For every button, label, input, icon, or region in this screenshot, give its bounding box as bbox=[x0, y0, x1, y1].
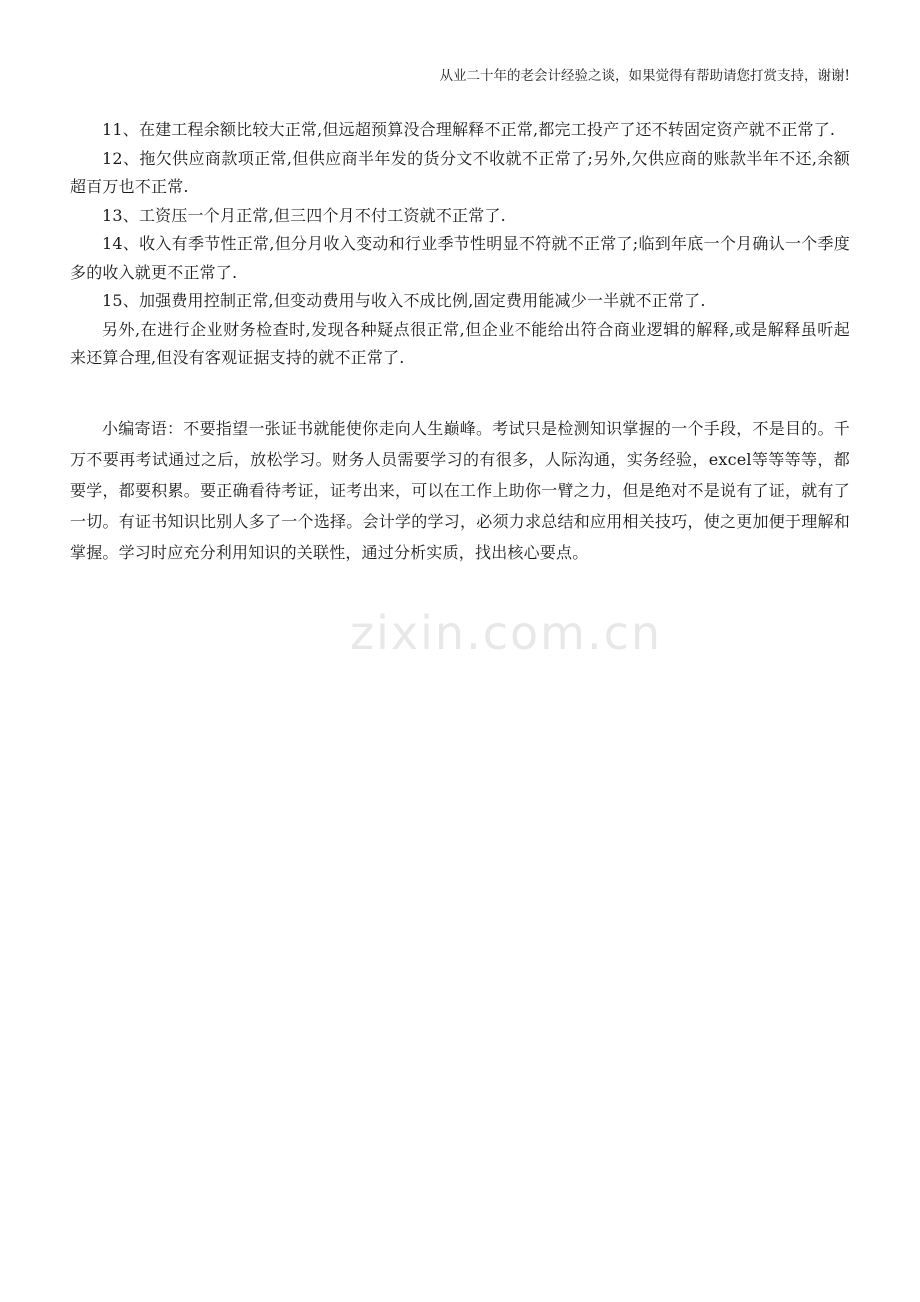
paragraph-item-11: 11、在建工程余额比较大正常,但远超预算没合理解释不正常,都完工投产了还不转固定资产就不正常了. bbox=[102, 120, 836, 139]
header-note: 从业二十年的老会计经验之谈，如果觉得有帮助请您打赏支持，谢谢! bbox=[439, 68, 850, 84]
paragraph-item-14: 14、收入有季节性正常,但分月收入变动和行业季节性明显不符就不正常了;临到年底一个月确认一个季度多的收入就更不正常了. bbox=[70, 234, 850, 282]
paragraph-additional: 另外,在进行企业财务检查时,发现各种疑点很正常,但企业不能给出符合商业逻辑的解释,或是解释虽听起来还算合理,但没有客观证据支持的就不正常了. bbox=[70, 319, 850, 367]
document-body bbox=[70, 116, 850, 568]
editor-summary bbox=[70, 413, 850, 568]
editor-summary-text: 小编寄语：不要指望一张证书就能使你走向人生巅峰。考试只是检测知识掌握的一个手段，不是目的。千万不要再考试通过之后，放松学习。财务人员需要学习的有很多，人际沟通，实务经验，excel等等等等，都要学，都要积累。要正确看待考证，证考出来，可以在工作上助你一臂之力，但是绝对不是说有了证，就有了一切。有证书知识比别人多了一个选择。会计学的学习，必须力求总结和应用相关技巧，使之更加便于理解和掌握。学习时应充分利用知识的关联性，通过分析实质，找出核心要点。 bbox=[70, 418, 850, 562]
paragraph-item-12: 12、拖欠供应商款项正常,但供应商半年发的货分文不收就不正常了;另外,欠供应商的账款半年不还,余额超百万也不正常. bbox=[70, 148, 850, 196]
paragraph-item-13: 13、工资压一个月正常,但三四个月不付工资就不正常了. bbox=[102, 205, 506, 225]
watermark: zixin.com.cn bbox=[350, 606, 663, 660]
paragraph-item-15: 15、加强费用控制正常,但变动费用与收入不成比例,固定费用能减少一半就不正常了. bbox=[102, 291, 706, 310]
